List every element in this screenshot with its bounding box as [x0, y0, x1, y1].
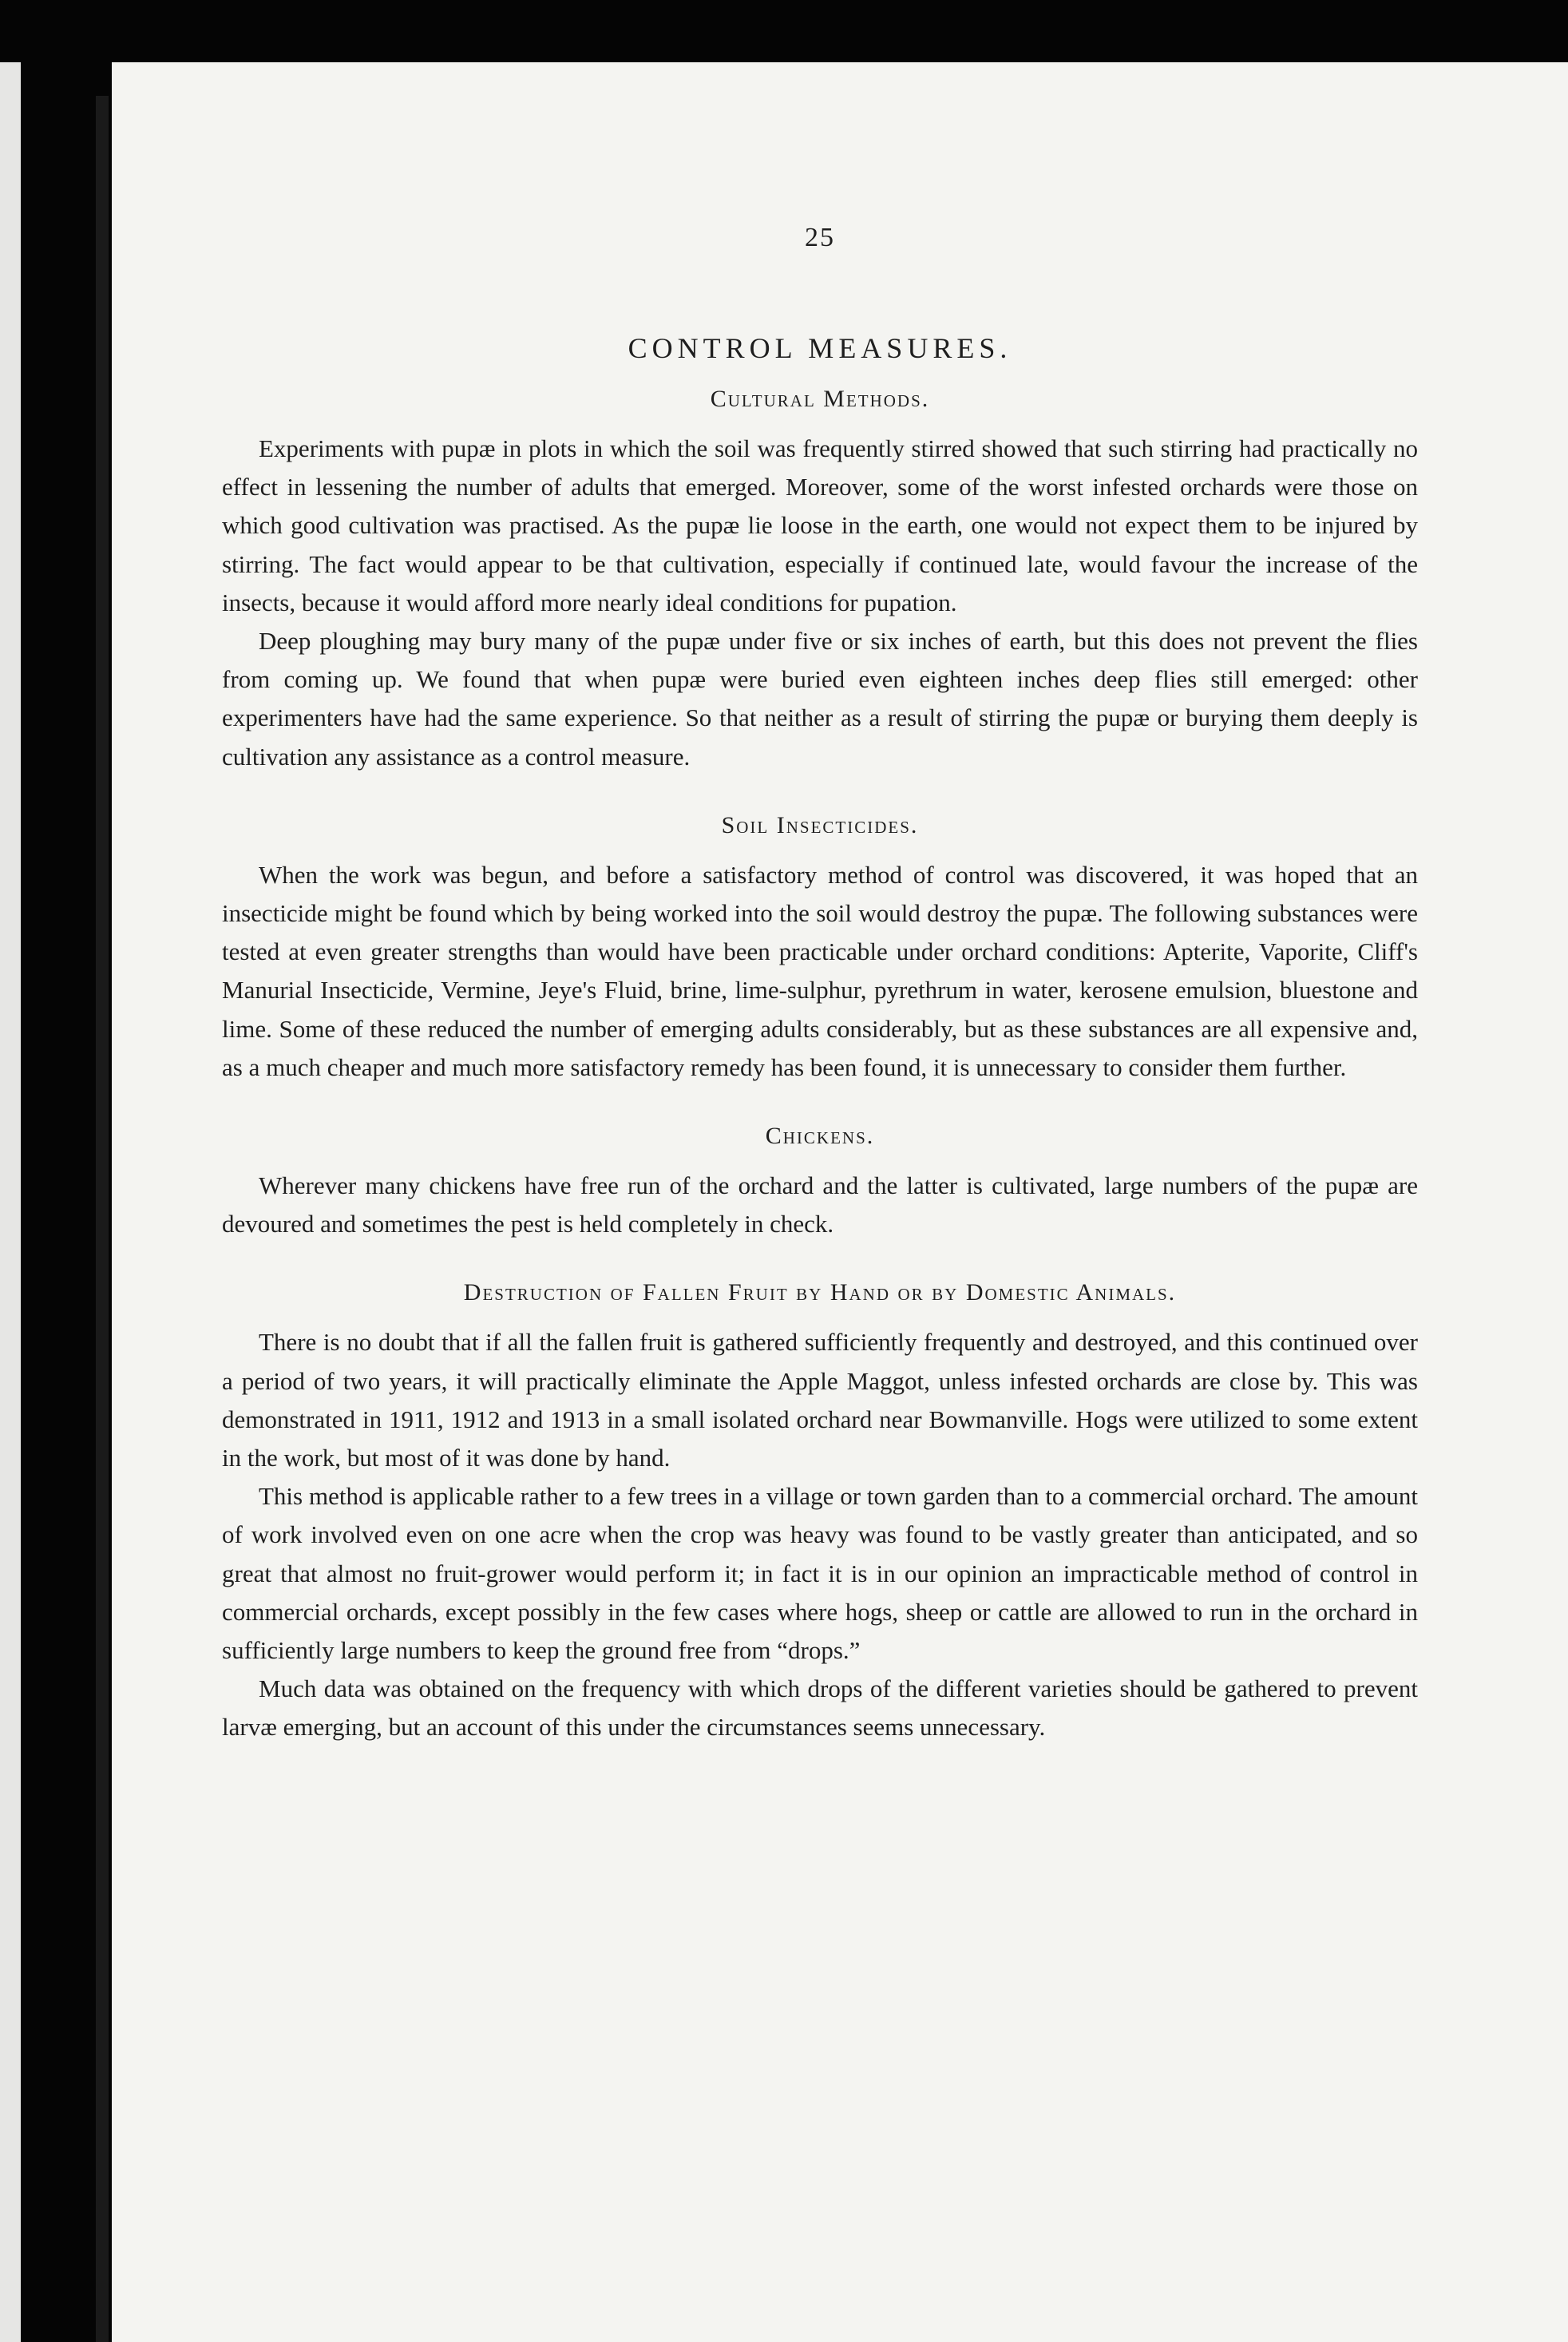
section-destruction-of-fallen-fruit — [222, 1277, 1418, 1746]
section-soil-insecticides — [222, 810, 1418, 1087]
previous-page-edge — [0, 62, 21, 2342]
paragraph: This method is applicable rather to a few trees in a village or town garden than to a commercial orchard. The amount of work involved even on one acre when the crop was heavy was found to be vastly greater than anticipated, and so great that almost no fruit-grower would perform it; in fact it is in our opinion an impracticable method of control in commercial orchards, except possibly in the few cases where hogs, sheep or cattle are allowed to run in the orchard in sufficiently large numbers to keep the ground free from “drops.” — [222, 1482, 1418, 1665]
section-chickens — [222, 1120, 1418, 1243]
section-heading: Cultural Methods. — [710, 386, 930, 412]
page-title: CONTROL MEASURES. — [628, 332, 1012, 364]
paragraph: Much data was obtained on the frequency with which drops of the different varieties should be gathered to prevent larvæ emerging, but an account of this under the circumstances seems unnecessary. — [222, 1674, 1418, 1742]
page-number: 25 — [805, 223, 835, 252]
paragraph: When the work was begun, and before a satisfactory method of control was discovered, it was hoped that an insecticide might be found which by being worked into the soil would destroy the pupæ. The following substances were tested at even greater strengths than would have been practicable under orchard conditions: Apterite, Vaporite, Cliff's Manurial Insecticide, Vermine, Jeye's Fluid, brine, lime-sulphur, pyrethrum in water, kerosene emulsion, bluestone and lime. Some of these reduced the number of emerging adults considerably, but as these substances are all expensive and, as a much cheaper and much more satisfactory remedy has been found, it is unnecessary to consider them further. — [222, 860, 1418, 1081]
page — [112, 62, 1568, 2342]
paragraph: Experiments with pupæ in plots in which the soil was frequently stirred showed that such stirring had practically no effect in lessening the number of adults that emerged. Moreover, some of the worst infested orchards were those on which good cultivation was practised. As the pupæ lie loose in the earth, one would not expect them to be injured by stirring. The fact would appear to be that cultivation, especially if continued late, would favour the increase of the insects, because it would afford more nearly ideal conditions for pupation. — [222, 434, 1418, 616]
section-heading: Chickens. — [765, 1123, 875, 1150]
section-heading: Soil Insecticides. — [721, 811, 919, 838]
paragraph: There is no doubt that if all the fallen fruit is gathered sufficiently frequently and destroyed, and this continued over a period of two years, it will practically eliminate the Apple Maggot, unless infested orchards are close by. This was demonstrated in 1911, 1912 and 1913 in a small isolated orchard near Bowmanville. Hogs were utilized to some extent in the work, but most of it was done by hand. — [222, 1328, 1418, 1472]
page-text — [222, 222, 1418, 1747]
section-heading: Destruction of Fallen Fruit by Hand or by Domestic Animals. — [463, 1279, 1177, 1306]
paragraph: Deep ploughing may bury many of the pupæ under five or six inches of earth, but this does not prevent the flies from coming up. We found that when pupæ were buried even eighteen inches deep flies still emerged: other experimenters have had the same experience. So that neither as a result of stirring the pupæ or burying them deeply is cultivation any assistance as a control measure. — [222, 627, 1418, 771]
binding-gutter — [96, 96, 109, 2342]
paragraph: Wherever many chickens have free run of the orchard and the latter is cultivated, large numbers of the pupæ are devoured and sometimes the pest is held completely in check. — [222, 1171, 1418, 1238]
section-cultural-methods — [222, 383, 1418, 776]
